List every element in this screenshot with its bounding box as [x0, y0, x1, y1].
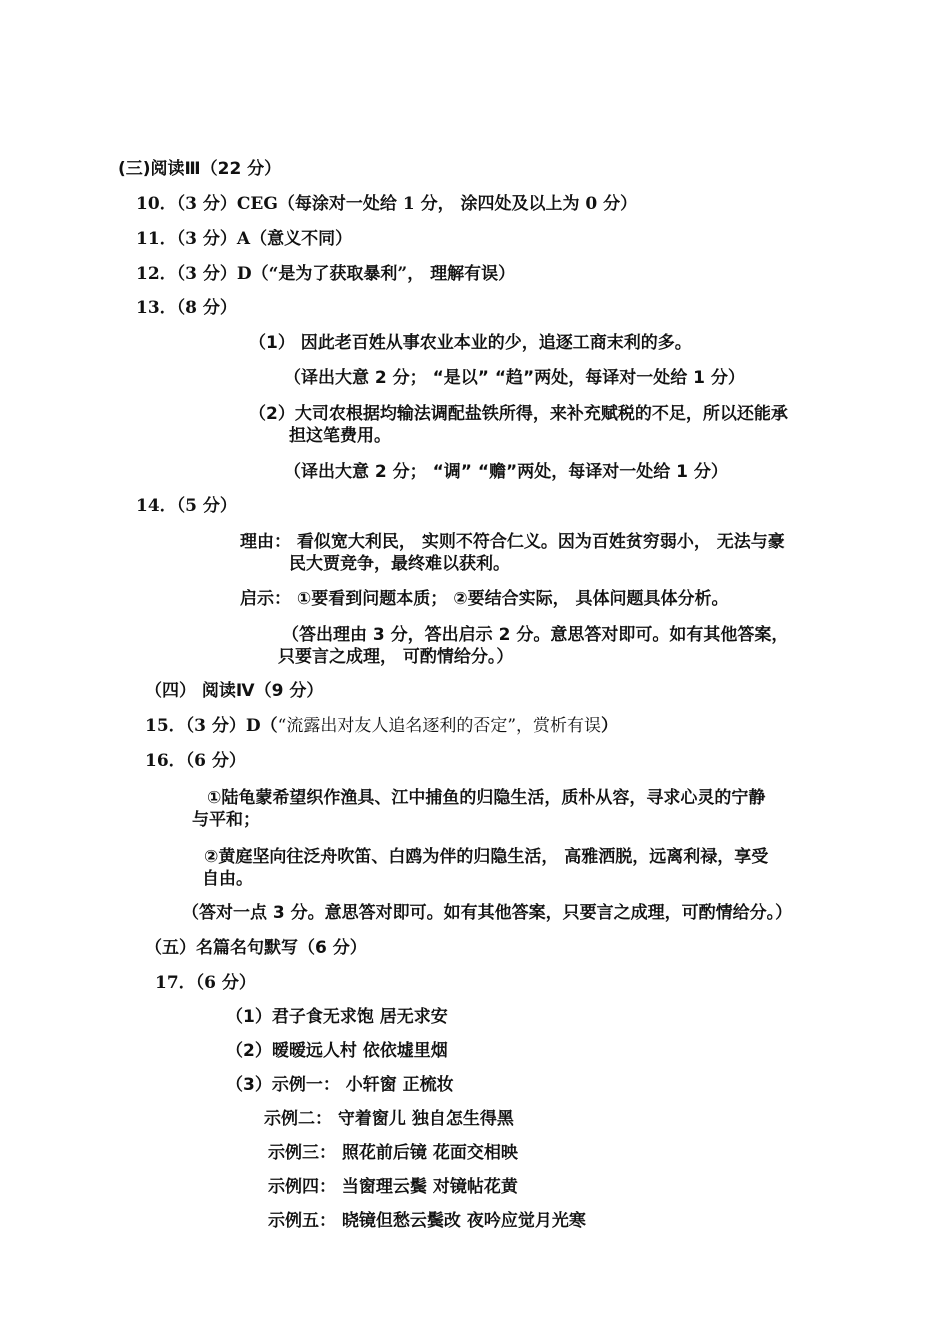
answer-q13-part2-note: （译出大意 2 分； “调” “赡”两处，每译对一处给 1 分） — [284, 462, 728, 482]
answer-q17-example3: 示例三： 照花前后镜 花面交相映 — [268, 1143, 518, 1163]
answer-q17-example5: 示例五： 晓镜但愁云鬓改 夜吟应觉月光寒 — [268, 1211, 586, 1231]
section-heading-recitation: （五）名篇名句默写（6 分） — [145, 938, 367, 958]
answer-q13-part2-line1: （2）大司农根据均输法调配盐铁所得，来补充赋税的不足，所以还能承 — [249, 404, 788, 424]
answer-q13-part1-note: （译出大意 2 分； “是以” “趋”两处，每译对一处给 1 分） — [284, 368, 745, 388]
answer-q17-part2: （2）暧暧远人村 依依墟里烟 — [226, 1041, 448, 1061]
answer-q16-point2-line1: ②黄庭坚向往泛舟吹笛、白鸥为伴的归隐生活， 高雅洒脱，远离利禄，享受 — [204, 847, 769, 867]
answer-q13: 13．（8 分） — [136, 298, 237, 318]
answer-q16-point1-line1: ①陆龟蒙希望织作渔具、江中捕鱼的归隐生活，质朴从容，寻求心灵的宁静 — [207, 788, 766, 808]
section-heading-reading-3: (三)阅读Ⅲ（22 分） — [118, 159, 282, 179]
answer-q15-prefix: 15．（3 分）D（ — [145, 716, 278, 736]
answer-q14-reason-line2: 民大贾竞争，最终难以获利。 — [289, 554, 510, 574]
answer-q16-point1-line2: 与平和； — [192, 810, 260, 830]
answer-q16-note: （答对一点 3 分。意思答对即可。如有其他答案，只要言之成理，可酌情给分。） — [182, 903, 793, 923]
section-heading-reading-4: （四） 阅读Ⅳ（9 分） — [145, 681, 324, 701]
answer-q17-part3: （3）示例一： 小轩窗 正梳妆 — [226, 1075, 454, 1095]
answer-q14: 14．（5 分） — [136, 496, 237, 516]
answer-q14-insight: 启示： ①要看到问题本质； ②要结合实际， 具体问题具体分析。 — [240, 589, 729, 609]
answer-q17-example4: 示例四： 当窗理云鬓 对镜帖花黄 — [268, 1177, 518, 1197]
answer-q12: 12．（3 分）D（“是为了获取暴利”， 理解有误） — [136, 264, 516, 284]
answer-q15-suffix: ） — [601, 716, 619, 736]
answer-q14-reason-line1: 理由： 看似宽大利民， 实则不符合仁义。因为百姓贫穷弱小， 无法与豪 — [240, 532, 785, 552]
answer-q17-part1: （1）君子食无求饱 居无求安 — [226, 1007, 448, 1027]
answer-q11: 11．（3 分）A（意义不同） — [136, 229, 353, 249]
answer-q14-note-line1: （答出理由 3 分，答出启示 2 分。意思答对即可。如有其他答案， — [282, 625, 789, 645]
answer-q15 — [145, 715, 618, 737]
answer-q10: 10．（3 分）CEG（每涂对一处给 1 分， 涂四处及以上为 0 分） — [136, 194, 638, 214]
answer-q17-example2: 示例二： 守着窗儿 独自怎生得黑 — [264, 1109, 514, 1129]
answer-q13-part2-line2: 担这笔费用。 — [289, 426, 391, 446]
answer-q13-part1: （1） 因此老百姓从事农业本业的少，追逐工商末利的多。 — [249, 333, 692, 353]
answer-q15-quote: “流露出对友人追名逐利的否定”，赏析有误 — [277, 716, 602, 736]
answer-q16: 16．（6 分） — [145, 751, 246, 771]
answer-q16-point2-line2: 自由。 — [202, 869, 253, 889]
answer-q14-note-line2: 只要言之成理， 可酌情给分。） — [278, 647, 514, 667]
answer-q17: 17．（6 分） — [155, 973, 256, 993]
